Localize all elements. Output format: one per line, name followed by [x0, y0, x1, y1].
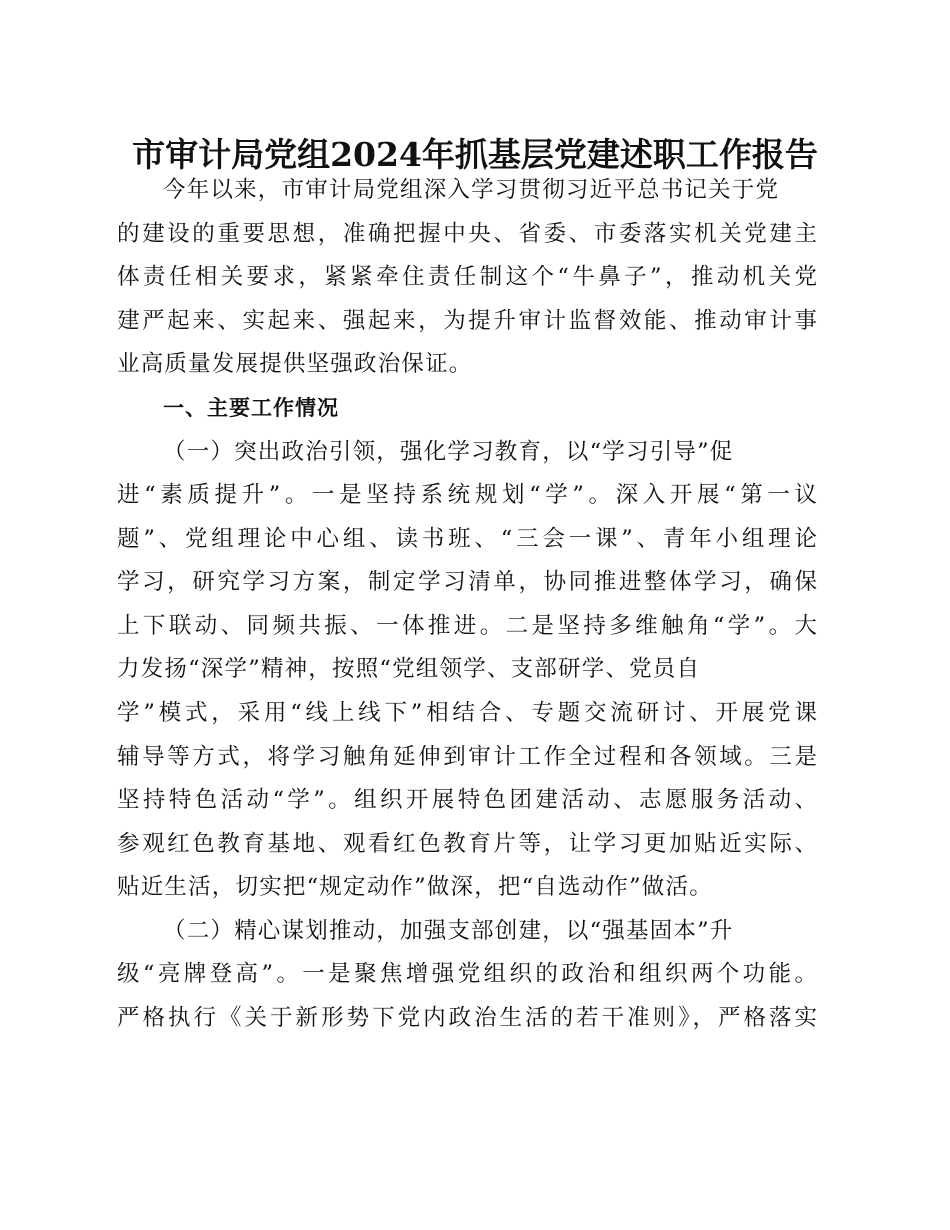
paragraph-line: 学”模式，采用“线上线下”相结合、专题交流研讨、开展党课 [117, 700, 817, 726]
section-heading: 一、主要工作情况 [163, 396, 339, 420]
paragraph-line: 上下联动、同频共振、一体推进。二是坚持多维触角“学”。大 [117, 613, 817, 639]
paragraph-line: 辅导等方式，将学习触角延伸到审计工作全过程和各领域。三是 [117, 744, 817, 770]
paragraph-line: 建严起来、实起来、强起来，为提升审计监督效能、推动审计事 [117, 308, 817, 334]
paragraph-line: 学习，研究学习方案，制定学习清单，协同推进整体学习，确保 [117, 569, 817, 595]
paragraph-line: 严格执行《关于新形势下党内政治生活的若干准则》，严格落实 [117, 1005, 817, 1031]
paragraph-line: 参观红色教育基地、观看红色教育片等，让学习更加贴近实际、 [117, 831, 817, 857]
document-title: 市审计局党组2024年抓基层党建述职工作报告 [132, 135, 818, 174]
subsection-heading-line: （二）精心谋划推动，加强支部创建，以“强基固本”升 [163, 918, 734, 944]
paragraph-line: 级“亮牌登高”。一是聚焦增强党组织的政治和组织两个功能。 [117, 961, 817, 987]
paragraph-line: 进“素质提升”。一是坚持系统规划“学”。深入开展“第一议 [117, 482, 817, 508]
paragraph-line: 业高质量发展提供坚强政治保证。 [117, 351, 473, 377]
paragraph-line: 体责任相关要求，紧紧牵住责任制这个“牛鼻子”，推动机关党 [117, 264, 817, 290]
paragraph-line: 力发扬“深学”精神，按照“党组领学、支部研学、党员自 [117, 656, 701, 682]
paragraph-line: 的建设的重要思想，准确把握中央、省委、市委落实机关党建主 [117, 221, 817, 247]
subsection-heading-line: （一）突出政治引领，强化学习教育，以“学习引导”促 [163, 439, 734, 465]
paragraph-line: 坚持特色活动“学”。组织开展特色团建活动、志愿服务活动、 [117, 787, 817, 813]
paragraph-line: 题”、党组理论中心组、读书班、“三会一课”、青年小组理论 [117, 526, 817, 552]
paragraph-line: 今年以来，市审计局党组深入学习贯彻习近平总书记关于党 [163, 177, 780, 203]
paragraph-line: 贴近生活，切实把“规定动作”做深，把“自选动作”做活。 [117, 874, 713, 900]
